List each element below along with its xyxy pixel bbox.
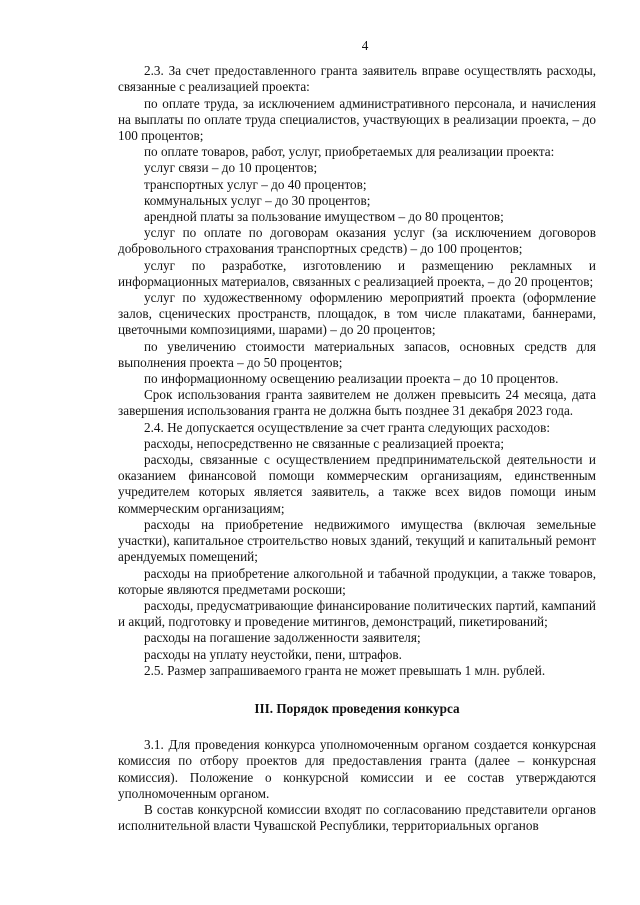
list-item: по оплате труда, за исключением административного персонала, и начисления на выплаты по оплате труда специалистов, участвующих в реализации проекта, – до 100 процентов; [118, 95, 596, 144]
list-item: услуг связи – до 10 процентов; [144, 160, 318, 176]
list-item: коммунальных услуг – до 30 процентов; [144, 192, 371, 208]
section-title: III. Порядок проведения конкурса [254, 700, 460, 716]
list-item: арендной платы за пользование имуществом – до 80 процентов; [144, 209, 504, 225]
list-item: расходы, предусматривающие финансирование политических партий, кампаний и акций, подготовку и проведение митингов, демонстраций, пикетирований; [118, 597, 596, 630]
paragraph-2-3: 2.3. За счет предоставленного гранта заявитель вправе осуществлять расходы, связанные с реализацией проекта: [118, 63, 596, 95]
grant-term-paragraph: Срок использования гранта заявителем не должен превысить 24 месяца, дата завершения использования гранта не должна быть позднее 31 декабря 2023 года. [118, 387, 596, 419]
list-item: по оплате товаров, работ, услуг, приобретаемых для реализации проекта: [144, 144, 555, 160]
list-item: расходы на приобретение алкогольной и табачной продукции, а также товаров, которые являются предметами роскоши; [118, 565, 596, 597]
commission-composition-paragraph: В состав конкурсной комиссии входят по согласованию представители органов исполнительной власти Чувашской Республики, территориальных органов [118, 801, 596, 834]
list-item: расходы на уплату неустойки, пени, штрафов. [144, 646, 402, 662]
list-item: по информационному освещению реализации проекта – до 10 процентов. [144, 371, 559, 387]
list-item: услуг по оплате по договорам оказания услуг (за исключением договоров добровольного страхования транспортных средств) – до 100 процентов; [118, 225, 596, 257]
list-item: по увеличению стоимости материальных запасов, основных средств для выполнения проекта – до 50 процентов; [118, 338, 596, 370]
paragraph-2-4: 2.4. Не допускается осуществление за счет гранта следующих расходов: [144, 419, 550, 435]
list-item: расходы, непосредственно не связанные с реализацией проекта; [144, 435, 504, 451]
page-number: 4 [361, 38, 369, 53]
list-item: расходы, связанные с осуществлением предпринимательской деятельности и оказанием финансовой помощи коммерческим организациям, единственным учредителем которых является заявитель, а также всех видов помощи иным коммерческим организациям; [118, 452, 596, 516]
list-item: услуг по разработке, изготовлению и размещению рекламных и информационных материалов, связанных с реализацией проекта, – до 20 процентов; [118, 257, 596, 289]
paragraph-2-5: 2.5. Размер запрашиваемого гранта не может превышать 1 млн. рублей. [144, 662, 546, 678]
document-page [118, 38, 596, 834]
list-item: услуг по художественному оформлению мероприятий проекта (оформление залов, сценических пространств, площадок, в том числе плакатами, баннерами, цветочными композициями, шарами) – до 20 процентов; [118, 290, 596, 338]
list-item: расходы на приобретение недвижимого имущества (включая земельные участки), капитальное строительство новых зданий, текущий и капитальный ремонт арендуемых помещений; [118, 516, 596, 565]
paragraph-3-1: 3.1. Для проведения конкурса уполномоченным органом создается конкурсная комиссия по отбору проектов для предоставления гранта (далее – конкурсная комиссия). Положение о конкурсной комиссии и ее состав утверждаются уполномоченным органом. [118, 737, 596, 801]
list-item: транспортных услуг – до 40 процентов; [144, 176, 367, 192]
list-item: расходы на погашение задолженности заявителя; [144, 630, 421, 646]
section-3-body [118, 737, 596, 834]
section-2-body [118, 63, 596, 679]
